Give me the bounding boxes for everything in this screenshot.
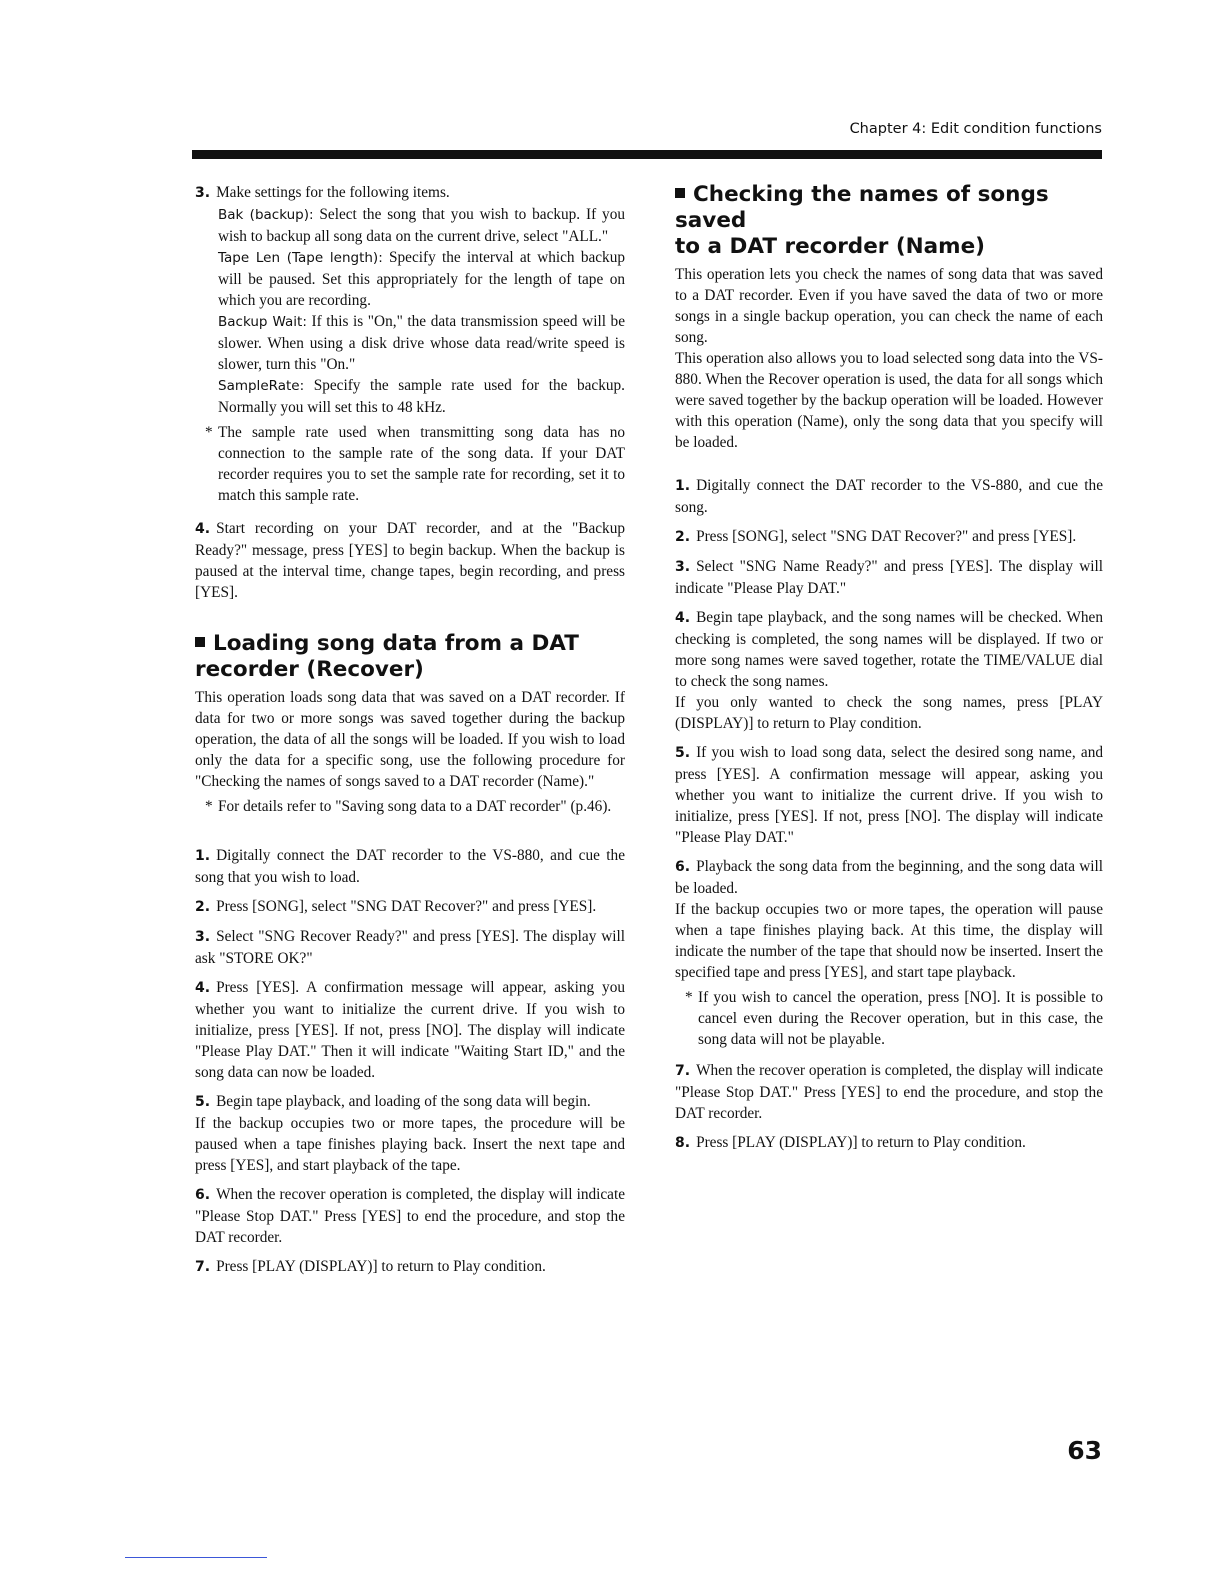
step-1 xyxy=(675,475,1103,518)
step-4 xyxy=(195,977,625,1083)
step-number: 6. xyxy=(675,859,691,875)
setting-item-backup-wait xyxy=(195,311,625,375)
step-8 xyxy=(675,1132,1103,1154)
step-number: 4. xyxy=(195,980,211,996)
setting-item-backup xyxy=(195,204,625,247)
section-heading-name xyxy=(675,182,1103,260)
step-number: 2. xyxy=(675,529,691,545)
setting-text: Specify the interval at which backup will be paused. Set this appropriately for the length of tape on which you are recording. xyxy=(218,249,625,309)
step-text: Digitally connect the DAT recorder to the VS-880, and cue the song that you wish to load. xyxy=(195,847,625,886)
step-3 xyxy=(195,182,625,204)
note-sample-rate xyxy=(195,422,625,506)
intro-paragraph: This operation loads song data that was saved on a DAT recorder. If data for two or more songs was saved together during the backup operation, the data of all the songs will be loaded. If you wish to load only the data for a specific song, use the following procedure for "Checking the names of songs saved to a DAT recorder (Name)." xyxy=(195,689,625,790)
step-text: Press [PLAY (DISPLAY)] to return to Play condition. xyxy=(696,1134,1026,1151)
chapter-header: Chapter 4: Edit condition functions xyxy=(849,121,1102,137)
step-number: 3. xyxy=(195,185,211,201)
square-bullet-icon xyxy=(195,637,205,647)
setting-term: Tape Len (Tape length): xyxy=(218,250,383,266)
step-text: Begin tape playback, and the song names will be checked. When checking is completed, the song names will be displayed. If two or more song names were saved together, rotate the TIME/VALUE dial to check the song names. xyxy=(675,609,1103,690)
step-2 xyxy=(675,526,1103,548)
note-text: For details refer to "Saving song data to a DAT recorder" (p.46). xyxy=(218,798,612,815)
header-rule xyxy=(192,150,1102,159)
setting-term: Bak (backup): xyxy=(218,207,314,223)
step-number: 7. xyxy=(195,1259,211,1275)
setting-text: Select the song that you wish to backup. If you wish to backup all song data on the current drive, select "ALL." xyxy=(218,206,625,245)
step-2 xyxy=(195,896,625,918)
step-7 xyxy=(195,1256,625,1278)
step-number: 7. xyxy=(675,1063,691,1079)
intro-paragraph: This operation lets you check the names of song data that was saved to a DAT recorder. Even if you have saved the data of two or more songs in a single backup operation, you can check the name of each song. xyxy=(675,266,1103,346)
step-number: 3. xyxy=(675,559,691,575)
step-text: Select "SNG Name Ready?" and press [YES]. The display will indicate "Please Play DAT." xyxy=(675,558,1103,597)
step-text: Press [SONG], select "SNG DAT Recover?" and press [YES]. xyxy=(696,528,1077,545)
heading-line: Loading song data from a DAT xyxy=(213,631,579,656)
step-text: Digitally connect the DAT recorder to the VS-880, and cue the song. xyxy=(675,477,1103,516)
step-4 xyxy=(675,607,1103,692)
step-number: 8. xyxy=(675,1135,691,1151)
step-number: 6. xyxy=(195,1187,211,1203)
step-text: Begin tape playback, and loading of the song data will begin. xyxy=(216,1093,591,1110)
intro-paragraph: This operation also allows you to load selected song data into the VS-880. When the Recover operation is used, the data for all songs which were saved together by the backup operation will be loaded. However with this operation (Name), only the song data that you specify will be loaded. xyxy=(675,350,1103,451)
step-7 xyxy=(675,1060,1103,1124)
square-bullet-icon xyxy=(675,188,685,198)
step-text: Press [SONG], select "SNG DAT Recover?" and press [YES]. xyxy=(216,898,597,915)
heading-line: to a DAT recorder (Name) xyxy=(675,234,985,259)
step-text: If you wish to load song data, select the desired song name, and press [YES]. A confirmation message will appear, asking you whether you want to initialize the current drive. If you wish to initialize, press [YES]. If not, press [NO]. The display will indicate "Please Play DAT." xyxy=(675,744,1103,846)
setting-term: SampleRate: xyxy=(218,378,305,394)
step-text: Make settings for the following items. xyxy=(216,184,450,201)
step-text: Press [PLAY (DISPLAY)] to return to Play condition. xyxy=(216,1258,546,1275)
step-text: When the recover operation is completed, the display will indicate "Please Stop DAT." Press [YES] to end the procedure, and stop the DAT recorder. xyxy=(675,1062,1103,1122)
step-number: 1. xyxy=(195,848,211,864)
step-5-extra: If the backup occupies two or more tapes, the procedure will be paused when a tape finishes playing back. Insert the next tape and press [YES], and start playback of the tape. xyxy=(195,1115,625,1174)
left-column xyxy=(195,182,625,1278)
step-4 xyxy=(195,518,625,603)
setting-text: If this is "On," the data transmission speed will be slower. When using a disk drive whose data read/write speed is slower, turn this "On." xyxy=(218,313,625,373)
step-text: Press [YES]. A confirmation message will appear, asking you whether you want to initialize the current drive. If you wish to initialize, press [YES]. If not, press [NO]. The display will indicate "Please Play DAT." Then it will indicate "Waiting Start ID," and the song data can now be loaded. xyxy=(195,979,625,1081)
note-text: The sample rate used when transmitting song data has no connection to the sample rate of the song data. If your DAT recorder requires you to set the sample rate for recording, set it to match this sample rate. xyxy=(218,424,625,504)
setting-item-sample-rate xyxy=(195,375,625,418)
step-number: 4. xyxy=(195,521,211,537)
step-number: 4. xyxy=(675,610,691,626)
setting-term: Backup Wait: xyxy=(218,314,307,330)
heading-line: recorder (Recover) xyxy=(195,657,424,682)
step-5 xyxy=(675,742,1103,848)
setting-text: Specify the sample rate used for the backup. Normally you will set this to 48 kHz. xyxy=(218,377,625,416)
step-6-extra: If the backup occupies two or more tapes, the operation will pause when a tape finishes playing back. At this time, the display will indicate the number of the tape that should now be inserted. Insert the specified tape and press [YES], and start tape playback. xyxy=(675,901,1103,981)
step-number: 2. xyxy=(195,899,211,915)
step-text: Playback the song data from the beginning, and the song data will be loaded. xyxy=(675,858,1103,897)
asterisk-icon: * xyxy=(205,798,213,815)
page-number: 63 xyxy=(1067,1436,1102,1465)
step-number: 1. xyxy=(675,478,691,494)
section-heading-recover xyxy=(195,631,625,683)
right-column xyxy=(675,182,1103,1154)
note-cancel xyxy=(675,987,1103,1050)
step-number: 5. xyxy=(195,1094,211,1110)
step-1 xyxy=(195,845,625,888)
step-4-extra: If you only wanted to check the song names, press [PLAY (DISPLAY)] to return to Play condition. xyxy=(675,694,1103,732)
step-text: Select "SNG Recover Ready?" and press [YES]. The display will ask "STORE OK?" xyxy=(195,928,625,967)
heading-line: Checking the names of songs saved xyxy=(675,182,1049,233)
step-6 xyxy=(675,856,1103,899)
asterisk-icon: * xyxy=(205,424,213,441)
step-3 xyxy=(675,556,1103,599)
note-reference xyxy=(195,796,625,817)
step-number: 5. xyxy=(675,745,691,761)
step-3 xyxy=(195,926,625,969)
note-text: If you wish to cancel the operation, press [NO]. It is possible to cancel even during the Recover operation, but in this case, the song data will not be playable. xyxy=(698,989,1103,1048)
step-6 xyxy=(195,1184,625,1248)
step-5 xyxy=(195,1091,625,1113)
footer-line xyxy=(125,1557,267,1558)
step-text: Start recording on your DAT recorder, and at the "Backup Ready?" message, press [YES] to begin backup. When the backup is paused at the interval time, change tapes, begin recording, and press [YES]. xyxy=(195,520,625,601)
step-number: 3. xyxy=(195,929,211,945)
step-text: When the recover operation is completed, the display will indicate "Please Stop DAT." Press [YES] to end the procedure, and stop the DAT recorder. xyxy=(195,1186,625,1246)
setting-item-tape-length xyxy=(195,247,625,311)
asterisk-icon: * xyxy=(685,989,693,1006)
